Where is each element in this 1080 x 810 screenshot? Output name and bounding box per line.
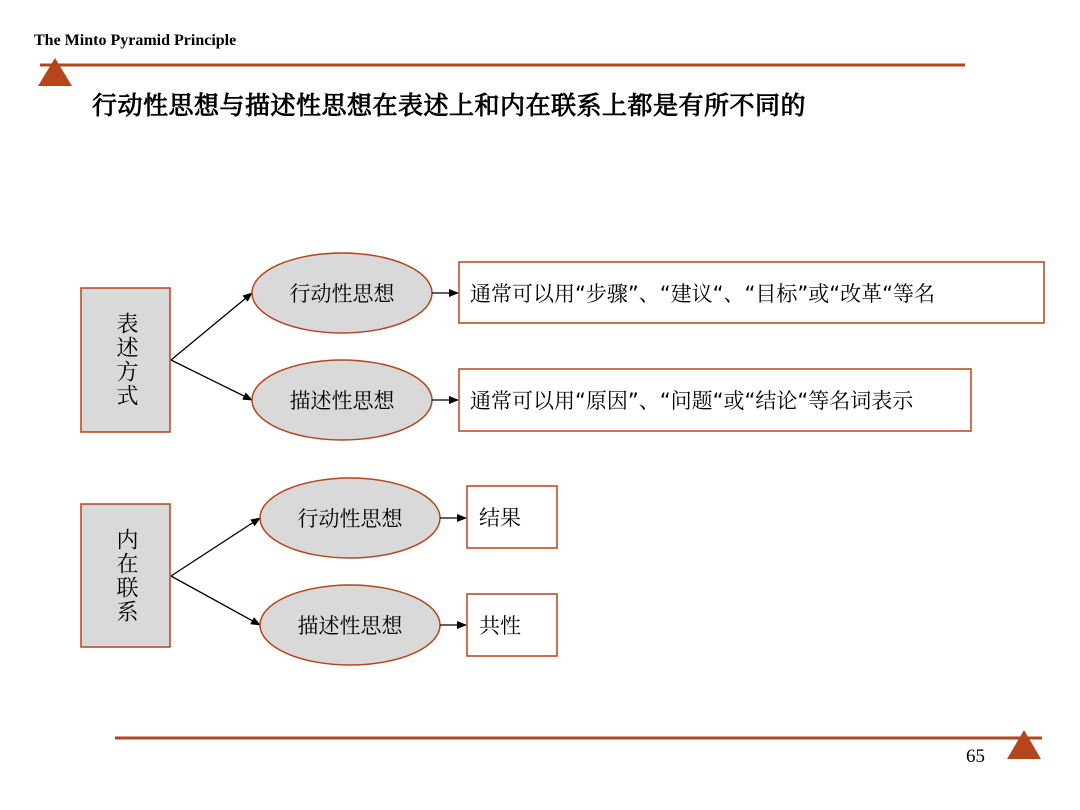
header-title: The Minto Pyramid Principle	[34, 32, 237, 49]
result-label: 通常可以用“步骤”、“建议“、“目标”或“改革“等名	[470, 281, 936, 306]
result-label: 通常可以用“原因”、“问题“或“结论“等名词表示	[470, 389, 914, 413]
node-label: 行动性思想	[297, 507, 403, 531]
connector-line	[171, 360, 252, 400]
footer-triangle-icon	[1007, 730, 1041, 759]
result-label: 共性	[479, 614, 521, 638]
header-triangle-icon	[38, 58, 72, 86]
page-title: 行动性思想与描述性思想在表述上和内在联系上都是有所不同的	[92, 91, 807, 120]
connector-line	[171, 576, 260, 625]
node-label: 行动性思想	[289, 282, 395, 306]
page-number: 65	[966, 746, 985, 767]
group-label: 内在联系	[113, 527, 138, 624]
connector-line	[171, 293, 252, 360]
node-label: 描述性思想	[289, 389, 395, 413]
connector-line	[171, 518, 260, 576]
result-label: 结果	[479, 506, 521, 530]
group-label: 表述方式	[113, 312, 138, 408]
node-label: 描述性思想	[297, 614, 403, 638]
